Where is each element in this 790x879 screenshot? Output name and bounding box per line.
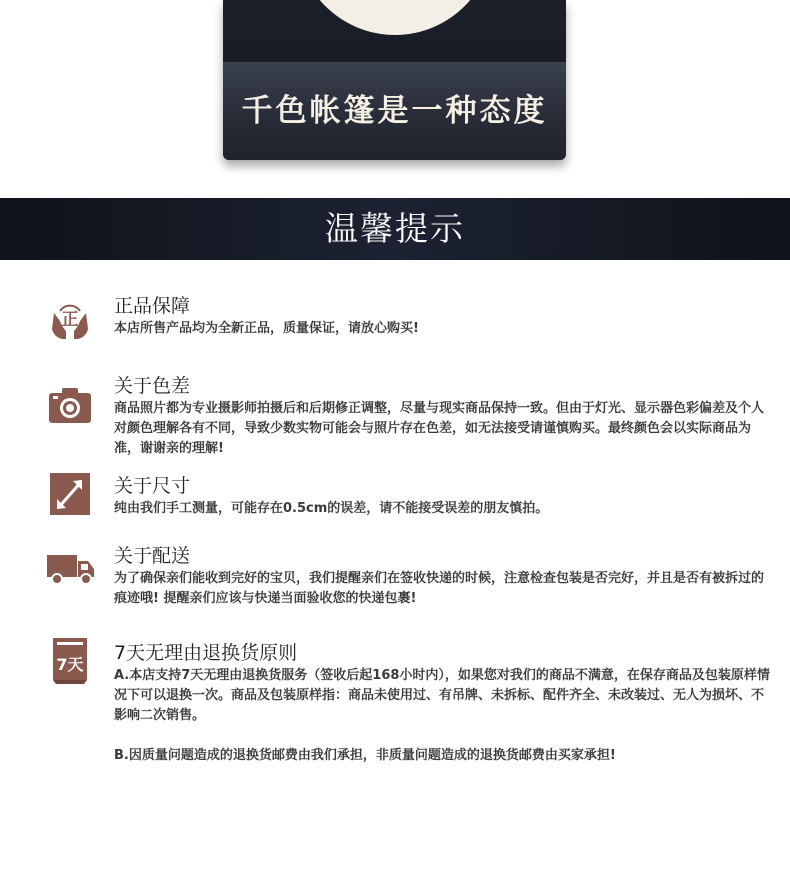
tip-body [114, 499, 770, 519]
tip-line: B.因质量问题造成的退换货邮费由我们承担，非质量问题造成的退换货邮费由买家承担! [114, 748, 616, 763]
tip-title: 关于尺寸 [114, 475, 191, 497]
banner-title: 温馨提示 [325, 209, 465, 248]
tip-line: 纯由我们手工测量，可能存在0.5cm的误差，请不能接受误差的朋友慎拍。 [114, 501, 549, 516]
product-disc-image [295, 0, 495, 35]
genuine-icon-text: 正 [61, 310, 79, 330]
tip-line: 本店所售产品均为全新正品，质量保证，请放心购买! [114, 321, 419, 336]
tip-body [114, 569, 770, 609]
resize-arrow-icon [46, 471, 94, 519]
genuine-hands-icon [46, 295, 94, 343]
tip-body [114, 319, 770, 339]
seven-day-icon-text: 7天 [56, 655, 84, 674]
brand-slogan: 千色帐篷是一种态度 [241, 93, 548, 129]
product-card [223, 0, 566, 160]
camera-icon [46, 381, 94, 429]
seven-day-calendar-icon [46, 636, 94, 684]
delivery-truck-icon [46, 543, 94, 591]
tip-line: 为了确保亲们能收到完好的宝贝，我们提醒亲们在签收快递的时候，注意检查包装是否完好，并且是否有被拆过的痕迹哦! 提醒亲们应该与快递当面验收您的快递包裹! [114, 571, 765, 606]
tip-title: 7天无理由退换货原则 [114, 642, 298, 664]
tip-line: A.本店支持7天无理由退换货服务（签收后起168小时内），如果您对我们的商品不满意，在保存商品及包装原样情况下可以退换一次。商品及包装原样指：商品未使用过、有吊牌、未拆标、配件齐全、未改装过、无人为损坏、不影响二次销售。 [114, 668, 770, 723]
tip-title: 关于色差 [114, 375, 191, 397]
tip-title: 关于配送 [114, 545, 191, 567]
tip-title: 正品保障 [114, 295, 191, 317]
tips-banner [0, 198, 790, 260]
tip-line: 商品照片都为专业摄影师拍摄后和后期修正调整，尽量与现实商品保持一致。但由于灯光、显示器色彩偏差及个人对颜色理解各有不同，导致少数实物可能会与照片存在色差，如无法接受请谨慎购买。最终颜色会以实际商品为准，谢谢亲的理解! [114, 401, 765, 456]
tip-body [114, 399, 770, 459]
tip-body [114, 666, 770, 766]
